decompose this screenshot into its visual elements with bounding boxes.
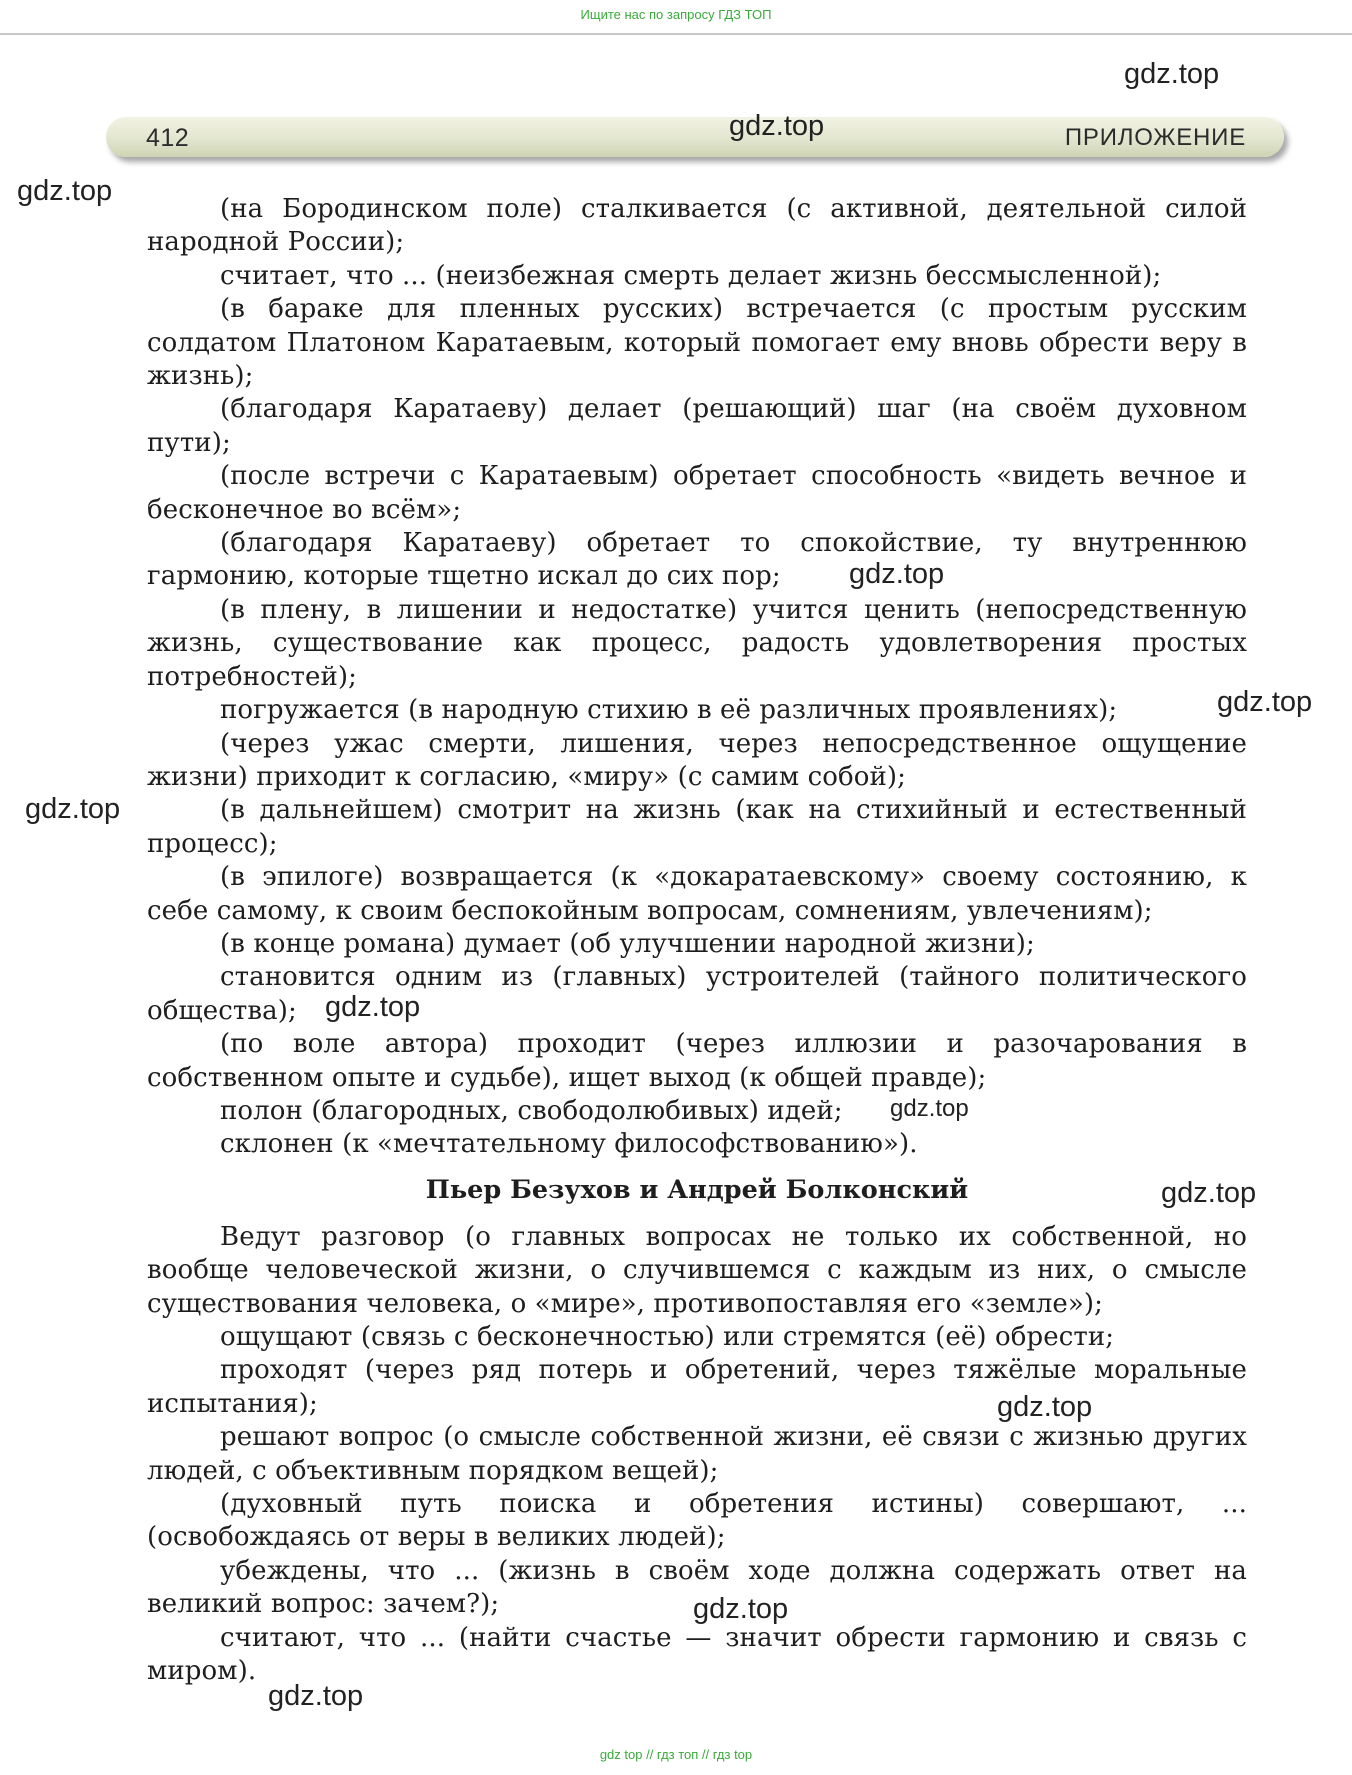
section-title: ПРИЛОЖЕНИЕ	[1064, 124, 1246, 151]
paragraph: погружается (в народную стихию в её различных проявлениях);	[220, 695, 1118, 726]
section-heading: Пьер Безухов и Андрей Болконский	[425, 1174, 969, 1205]
top-banner	[0, 0, 1352, 35]
paragraph: (в бараке для пленных русских) встречается (с простым русским солдатом Платоном Каратаевым, который помогает ему вновь обрести веру в жизнь);	[147, 294, 1247, 392]
watermark: gdz.top	[17, 175, 113, 207]
paragraph: (в эпилоге) возвращается (к «докаратаевскому» своему состоянию, к себе самому, к своим беспокойным вопросам, сомнениям, увлечениям);	[147, 862, 1247, 926]
paragraph: проходят (через ряд потерь и обретений, через тяжёлые моральные испытания);	[147, 1355, 1247, 1419]
watermark: gdz.top	[1161, 1177, 1257, 1209]
paragraph: считают, что ... (найти счастье — значит обрести гармонию и связь с миром).	[147, 1622, 1247, 1687]
watermark: gdz.top	[849, 558, 945, 590]
watermark: gdz.top	[268, 1680, 364, 1712]
footer-links: gdz top // гдз топ // гдз top	[599, 1747, 753, 1762]
paragraph: (после встречи с Каратаевым) обретает способность «видеть вечное и бесконечное во всём»;	[147, 461, 1247, 525]
paragraph: (через ужас смерти, лишения, через непосредственное ощущение жизни) приходит к согласию, «миру» (с самим собой);	[147, 728, 1247, 792]
paragraph: склонен (к «мечтательному философствованию»).	[220, 1129, 918, 1160]
paragraph: (на Бородинском поле) сталкивается (с активной, деятельной силой народной России);	[147, 194, 1247, 258]
paragraph: (в дальнейшем) смотрит на жизнь (как на стихийный и естественный процесс);	[147, 795, 1247, 859]
watermark: gdz.top	[1217, 686, 1313, 718]
paragraph: полон (благородных, свободолюбивых) идей;	[220, 1095, 843, 1126]
page-content	[147, 193, 1247, 1688]
top-banner-text: Ищите нас по запросу ГДЗ ТОП	[580, 7, 772, 22]
watermark: gdz.top	[25, 793, 121, 825]
watermark: gdz.top	[890, 1095, 969, 1122]
watermark: gdz.top	[1124, 58, 1220, 90]
watermark: gdz.top	[997, 1391, 1093, 1423]
paragraph: считает, что ... (неизбежная смерть делает жизнь бессмысленной);	[220, 260, 1162, 291]
paragraph: убеждены, что ... (жизнь в своём ходе должна содержать ответ на великий вопрос: зачем?);	[147, 1555, 1247, 1620]
watermark: gdz.top	[693, 1593, 789, 1625]
paragraph: Ведут разговор (о главных вопросах не только их собственной, но вообще человеческой жизни, о случившемся с каждым из них, о смысле существования человека, о «мире», противопоставляя его «земле»);	[147, 1221, 1247, 1319]
watermark: gdz.top	[325, 991, 421, 1023]
paragraph: (в плену, в лишении и недостатке) учится ценить (непосредственную жизнь, существование как процесс, радость удовлетворения простых потребностей);	[147, 594, 1247, 692]
paragraph: решают вопрос (о смысле собственной жизни, её связи с жизнью других людей, с объективным порядком вещей);	[147, 1422, 1247, 1486]
paragraph: становится одним из (главных) устроителей (тайного политического общества);	[147, 962, 1247, 1026]
paragraph: (духовный путь поиска и обретения истины) совершают, ... (освобождаясь от веры в великих людей);	[147, 1489, 1247, 1553]
watermark: gdz.top	[729, 110, 825, 142]
paragraph: (благодаря Каратаеву) делает (решающий) шаг (на своём духовном пути);	[147, 394, 1247, 458]
paragraph: (по воле автора) проходит (через иллюзии и разочарования в собственном опыте и судьбе), ищет выход (к общей правде);	[147, 1029, 1247, 1093]
paragraph: (в конце романа) думает (об улучшении народной жизни);	[220, 928, 1035, 959]
paragraph: (благодаря Каратаеву) обретает то спокойствие, ту внутреннюю гармонию, которые тщетно искал до сих пор;	[147, 528, 1247, 592]
paragraph: ощущают (связь с бесконечностью) или стремятся (её) обрести;	[220, 1322, 1115, 1352]
page-number: 412	[146, 124, 190, 152]
